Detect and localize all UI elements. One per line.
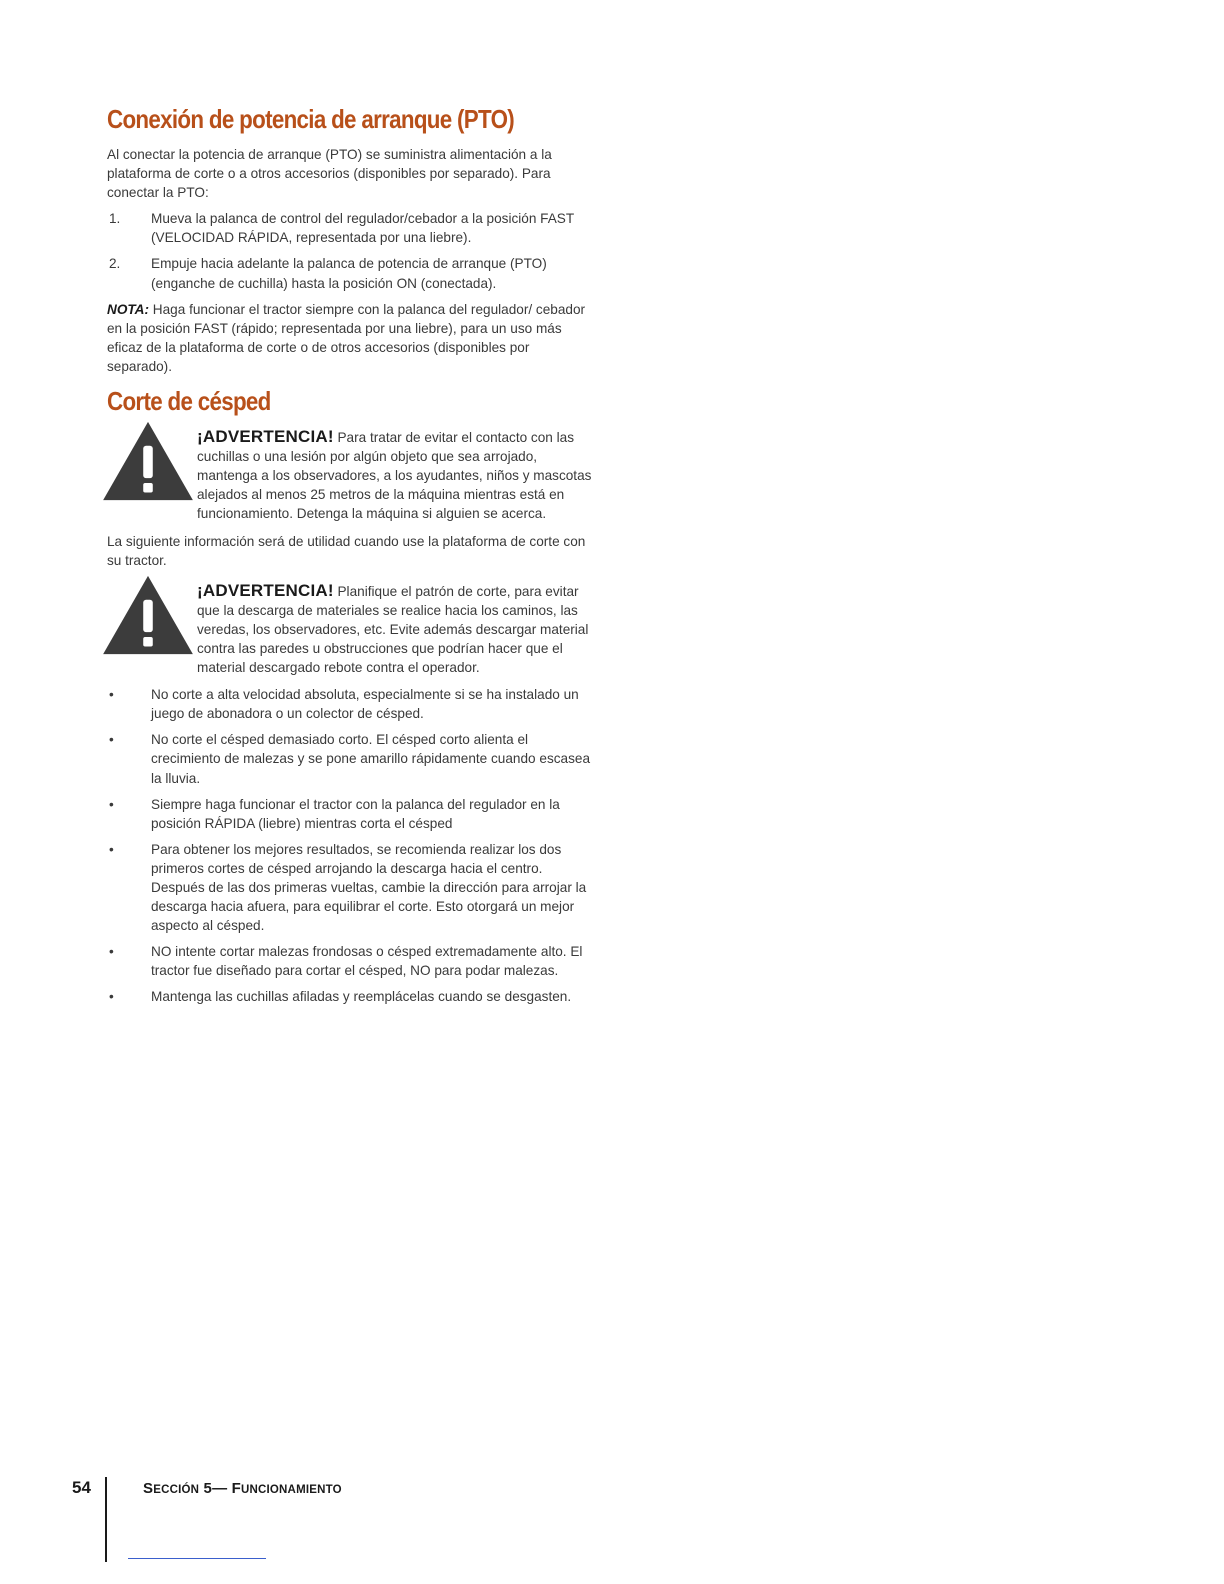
info-paragraph: La siguiente información será de utilidad cuando use la plataforma de corte con su tractor.: [107, 533, 586, 568]
footer-section-mid: 5— F: [199, 1480, 241, 1497]
warning-triangle-icon: [100, 419, 196, 503]
step-number: 2.: [109, 256, 121, 272]
bullet-text: No corte a alta velocidad absoluta, especialmente si se ha instalado un juego de abonadora o un colector de césped.: [151, 687, 579, 722]
warning-label: ¡ADVERTENCIA!: [197, 580, 334, 600]
bullet-marker: •: [109, 841, 114, 857]
bullet-text: Para obtener los mejores resultados, se recomienda realizar los dos primeros cortes de césped arrojando la descarga hacia el centro. Después de las dos primeras vueltas, cambie la dirección para arrojar la descarga hacia afuera, para equilibrar el corte. Esto otorgará un mejor aspecto al césped.: [151, 841, 587, 934]
warning-text: Para tratar de evitar el contacto con las cuchillas o una lesión por algún objeto que sea arrojado, mantenga a los observadores, a los ayudantes, niños y mascotas alejados al menos 25 metros de la máquina mientras está en funcionamiento. Detenga la máquina si alguien se acerca.: [197, 430, 592, 522]
content-column: [107, 104, 593, 1007]
warning-block: [107, 427, 593, 523]
section-title-pto: Conexión de potencia de arranque (PTO): [107, 104, 515, 134]
bullet-item: [107, 840, 593, 935]
warning-block: [107, 581, 593, 677]
page-number: 54: [72, 1478, 91, 1497]
bullet-marker: •: [109, 732, 114, 748]
bullet-text: NO intente cortar malezas frondosas o césped extremadamente alto. El tractor fue diseñado para cortar el césped, NO para podar malezas.: [151, 944, 583, 979]
step-text: Mueva la palanca de control del regulador/cebador a la posición FAST (VELOCIDAD RÁPIDA, representada por una liebre).: [151, 211, 574, 246]
warning-text: Planifique el patrón de corte, para evitar que la descarga de materiales se realice hacia los caminos, las veredas, los observadores, etc. Evite además descargar material contra las paredes u obstrucciones que podrían hacer que el material descargado rebote contra el operador.: [197, 583, 589, 676]
footer-section-title: [143, 1480, 342, 1497]
note-paragraph: [107, 300, 593, 376]
bullet-item: [107, 685, 593, 723]
note-text: Haga funcionar el tractor siempre con la palanca del regulador/ cebador en la posición FAST (rápido; representada por una liebre), para un uso más eficaz de la plataforma de corte o de otros accesorios (disponibles por separado).: [107, 301, 586, 374]
footer-section-eccion: ECCIÓN: [153, 1484, 200, 1496]
footer-section-uncionamiento: UNCIONAMIENTO: [241, 1484, 342, 1496]
bullet-text: Siempre haga funcionar el tractor con la palanca del regulador en la posición RÁPIDA (liebre) mientras corta el césped: [151, 796, 560, 831]
bullet-text: Mantenga las cuchillas afiladas y reemplácelas cuando se desgasten.: [151, 989, 572, 1005]
warning-triangle-icon: [100, 573, 196, 657]
bullet-item: [107, 730, 593, 787]
bullet-marker: •: [109, 687, 114, 703]
bullet-item: [107, 942, 593, 980]
bullet-marker: •: [109, 796, 114, 812]
section-title-mowing: Corte de césped: [107, 386, 271, 417]
footer-section-s: S: [143, 1480, 154, 1497]
numbered-step: [107, 209, 593, 247]
warning-label: ¡ADVERTENCIA!: [197, 427, 334, 447]
step-number: 1.: [109, 211, 121, 227]
bullet-marker: •: [109, 944, 114, 960]
step-text: Empuje hacia adelante la palanca de potencia de arranque (PTO) (enganche de cuchilla) hasta la posición ON (conectada).: [151, 256, 547, 291]
bullet-text: No corte el césped demasiado corto. El césped corto alienta el crecimiento de malezas y se pone amarillo rápidamente cuando escasea la lluvia.: [151, 732, 591, 786]
bullet-item: [107, 795, 593, 833]
bullet-item: [107, 987, 593, 1006]
note-label: NOTA:: [107, 301, 150, 317]
numbered-step: [107, 254, 593, 292]
footer-divider: [105, 1477, 107, 1562]
pto-intro-paragraph: Al conectar la potencia de arranque (PTO) se suministra alimentación a la plataforma de corte o a otros accesorios (disponibles por separado). Para conectar la PTO:: [107, 147, 552, 201]
bullet-marker: •: [109, 989, 114, 1005]
bottom-rule: [128, 1558, 266, 1559]
